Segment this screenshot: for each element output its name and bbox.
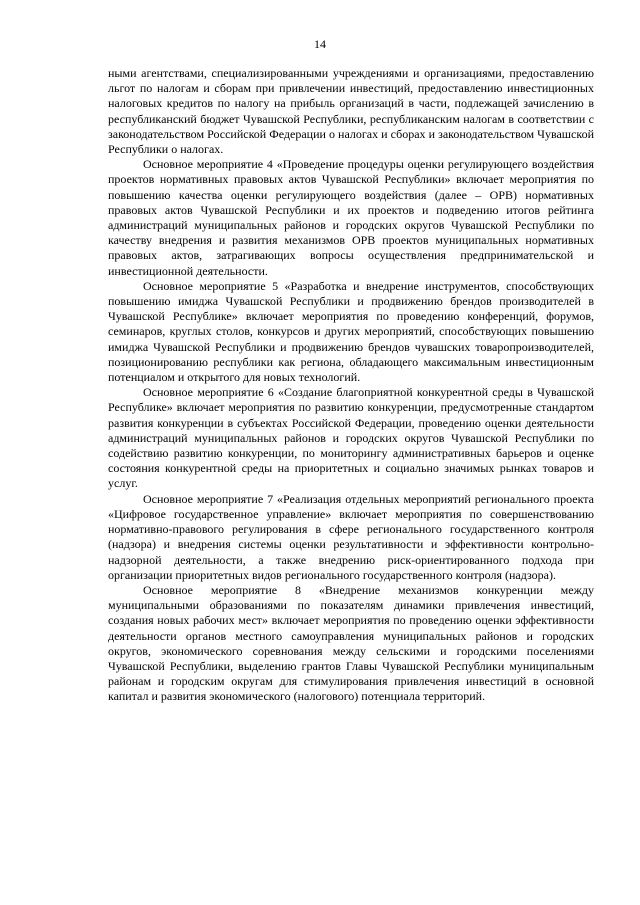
paragraph-measure-5: Основное мероприятие 5 «Разработка и внедрение инструментов, способствующих повышению имиджа Чувашской Республики и продвижению брендов производителей в Чувашской Республике» включает мероприятия по проведению конференций, форумов, семинаров, круглых столов, конкурсов и других мероприятий, способствующих повышению имиджа Чувашской Республики и продвижению брендов чувашских товаропроизводителей, позиционированию республики как региона, обладающего максимальным инвестиционным потенциалом и открытого для новых технологий. [108,278,594,385]
text-body [108,66,594,705]
paragraph-measure-8: Основное мероприятие 8 «Внедрение механизмов конкуренции между муниципальными образованиями по показателям динамики привлечения инвестиций, создания новых рабочих мест» включает мероприятия по проведению оценки эффективности деятельности органов местного самоуправления муниципальных районов и городских округов, экономического соревнования между сельскими и городскими поселениями Чувашской Республики, выделению грантов Главы Чувашской Республики муниципальным районам и городским округам для стимулирования привлечения инвестиций в основной капитал и развития экономического (налогового) потенциала территорий. [108,582,594,704]
paragraph-measure-7: Основное мероприятие 7 «Реализация отдельных мероприятий регионального проекта «Цифровое государственное управление» включает мероприятия по совершенствованию нормативно-правового регулирования в сфере регионального государственного контроля (надзора) и внедрения системы оценки результативности и эффективности контрольно-надзорной деятельности, а также внедрению риск-ориентированного подхода при организации приоритетных видов регионального государственного контроля (надзора). [108,491,594,582]
paragraph-measure-4: Основное мероприятие 4 «Проведение процедуры оценки регулирующего воздействия проектов нормативных правовых актов Чувашской Республики» включает мероприятия по повышению качества оценки регулирующего воздействия (далее – ОРВ) нормативных правовых актов Чувашской Республики и их проектов и подведению итогов рейтинга администраций муниципальных районов и городских округов Чувашской Республики по качеству внедрения и развития механизмов ОРВ проектов муниципальных нормативных правовых актов, затрагивающих вопросы осуществления предпринимательской и инвестиционной деятельности. [108,157,594,278]
page-number: 14 [314,37,326,51]
paragraph-continued: ными агентствами, специализированными учреждениями и организациями, предоставлению льгот по налогам и сборам при привлечении инвестиций, предоставлению инвестиционных налоговых кредитов по налогу на прибыль организаций в части, подлежащей зачислению в республиканский бюджет Чувашской Республики, республиканским налогам в соответствии с законодательством Российской Федерации о налогах и сборах и законодательством Чувашской Республики о налогах. [108,66,594,157]
paragraph-measure-6: Основное мероприятие 6 «Создание благоприятной конкурентной среды в Чувашской Республике» включает мероприятия по развитию конкуренции, предусмотренные стандартом развития конкуренции в субъектах Российской Федерации, проведению оценки деятельности администраций муниципальных районов и городских округов Чувашской Республики по содействию развитию конкуренции, по мониторингу административных барьеров и оценке состояния конкурентной среды на приоритетных и социально значимых рынках товаров и услуг. [108,385,594,491]
